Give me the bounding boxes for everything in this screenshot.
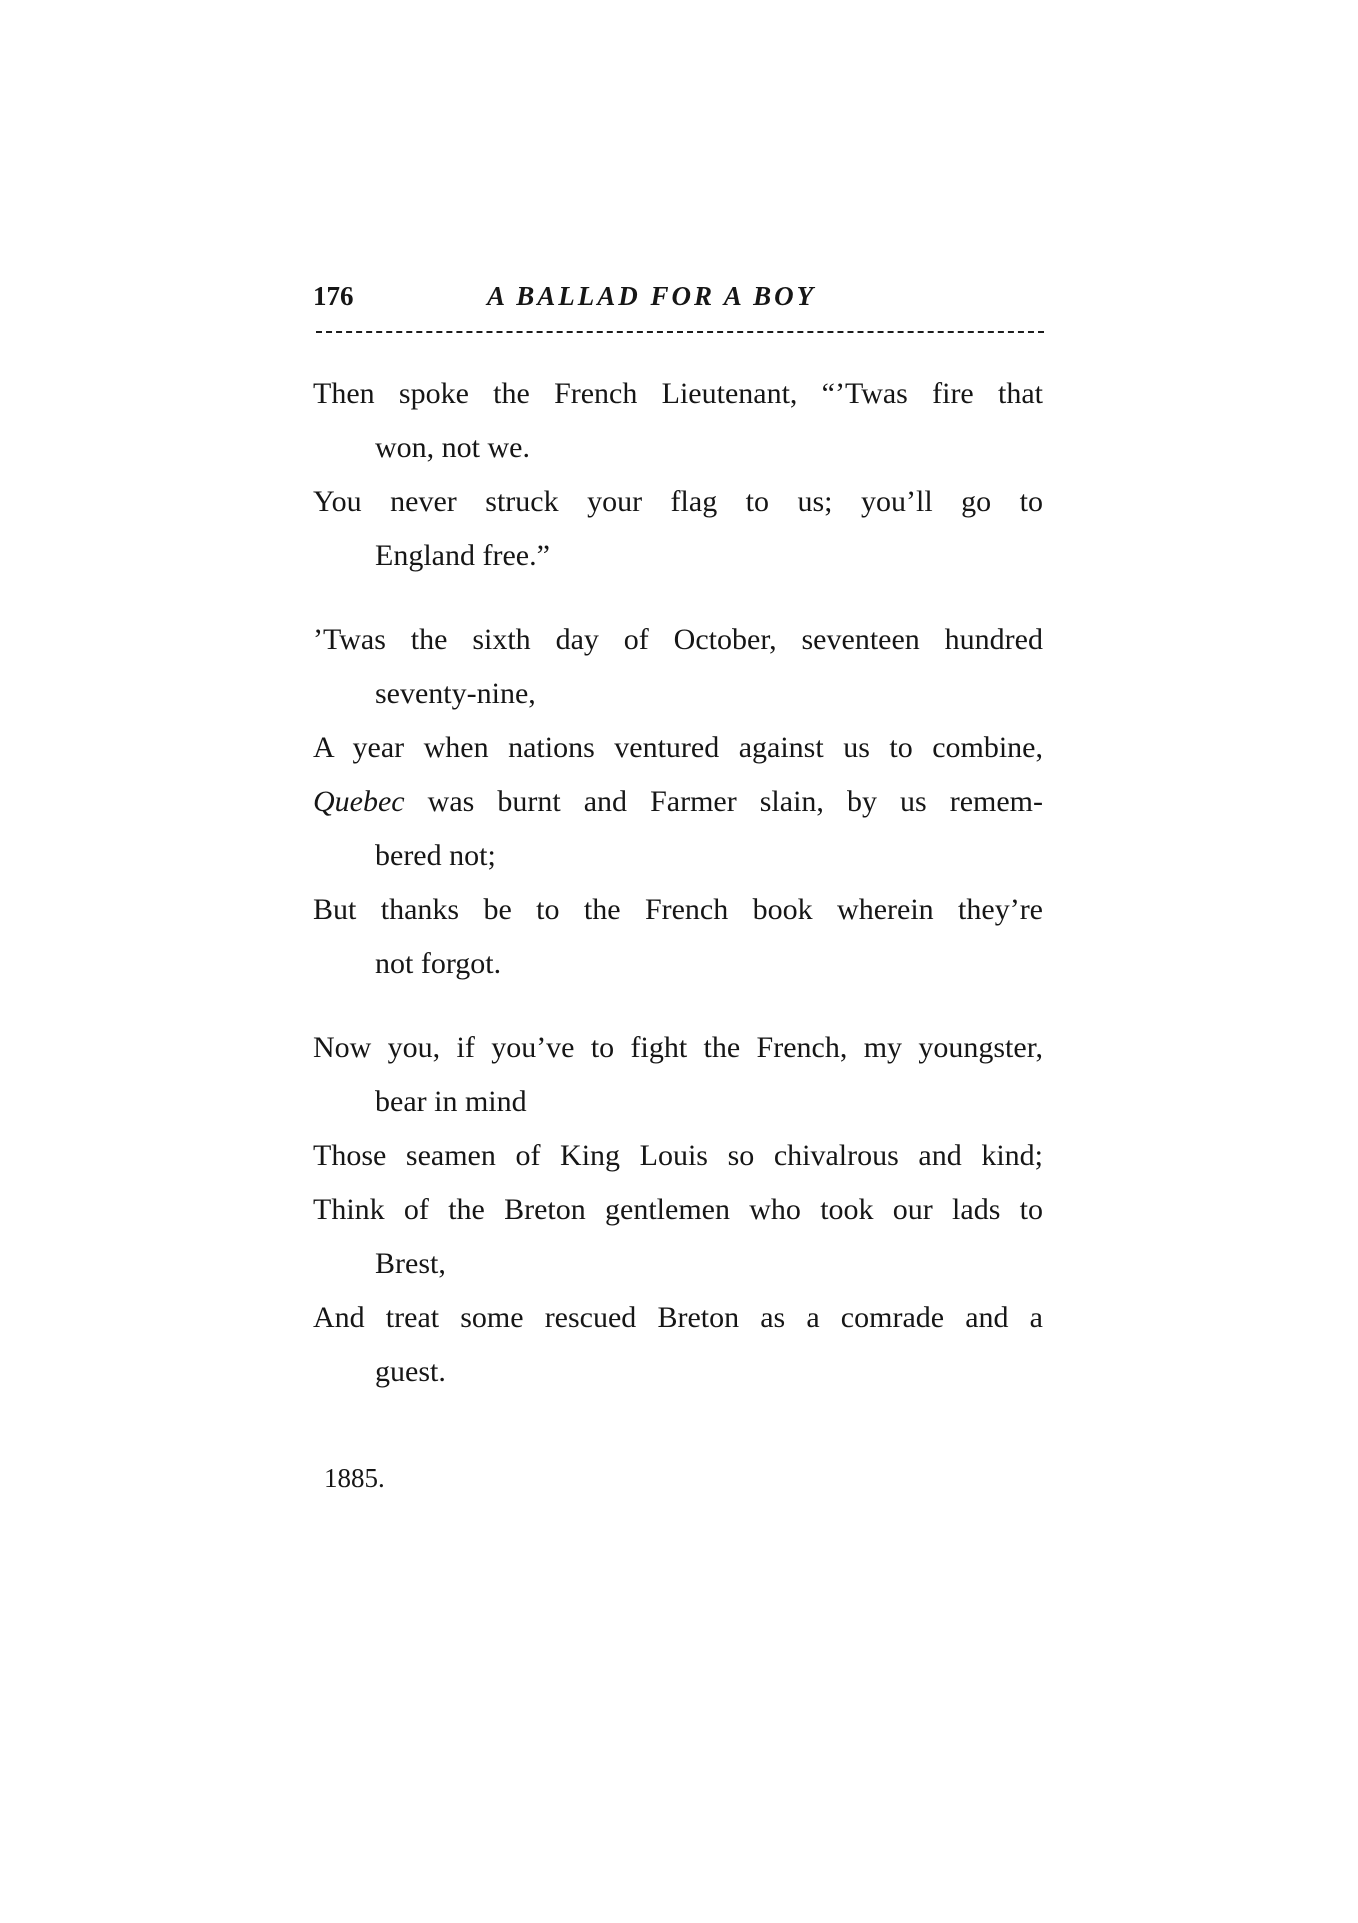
poem-body <box>313 367 1043 1399</box>
verse-line: You never struck your flag to us; you’ll go to <box>313 485 1043 518</box>
verse-line: Those seamen of King Louis so chivalrous and kind; <box>313 1139 1043 1172</box>
stanza-1 <box>313 367 1043 583</box>
verse-line-continuation: not forgot. <box>375 947 502 980</box>
verse-line: Now you, if you’ve to fight the French, my youngster, <box>313 1031 1043 1064</box>
page-number: 176 <box>313 281 354 311</box>
place-name-quebec: Quebec <box>313 785 405 818</box>
verse-line-continuation: won, not we. <box>375 431 530 464</box>
running-title: A BALLAD FOR A BOY <box>487 281 817 311</box>
stanza-2 <box>313 613 1043 991</box>
verse-line-continuation: bear in mind <box>375 1085 527 1118</box>
verse-line-continuation: seventy-nine, <box>375 677 536 710</box>
poem-date: 1885. <box>324 1463 385 1493</box>
header-rule <box>316 331 1044 333</box>
verse-line-continuation: bered not; <box>375 839 496 872</box>
verse-line-continuation: England free.” <box>375 539 550 572</box>
verse-line-continuation: guest. <box>375 1355 446 1388</box>
page-header <box>313 278 1043 318</box>
stanza-3 <box>313 1021 1043 1399</box>
verse-line: ’Twas the sixth day of October, seventeen hundred <box>313 623 1043 656</box>
verse-line: Think of the Breton gentlemen who took our lads to <box>313 1193 1043 1226</box>
verse-line-continuation: Brest, <box>375 1247 446 1280</box>
verse-line: But thanks be to the French book wherein they’re <box>313 893 1043 926</box>
verse-line: Then spoke the French Lieutenant, “’Twas fire that <box>313 377 1043 410</box>
verse-line <box>313 775 1043 829</box>
verse-line: And treat some rescued Breton as a comrade and a <box>313 1301 1043 1334</box>
verse-line: A year when nations ventured against us to combine, <box>313 731 1043 764</box>
verse-line-text: was burnt and Farmer slain, by us remem- <box>404 785 1043 818</box>
